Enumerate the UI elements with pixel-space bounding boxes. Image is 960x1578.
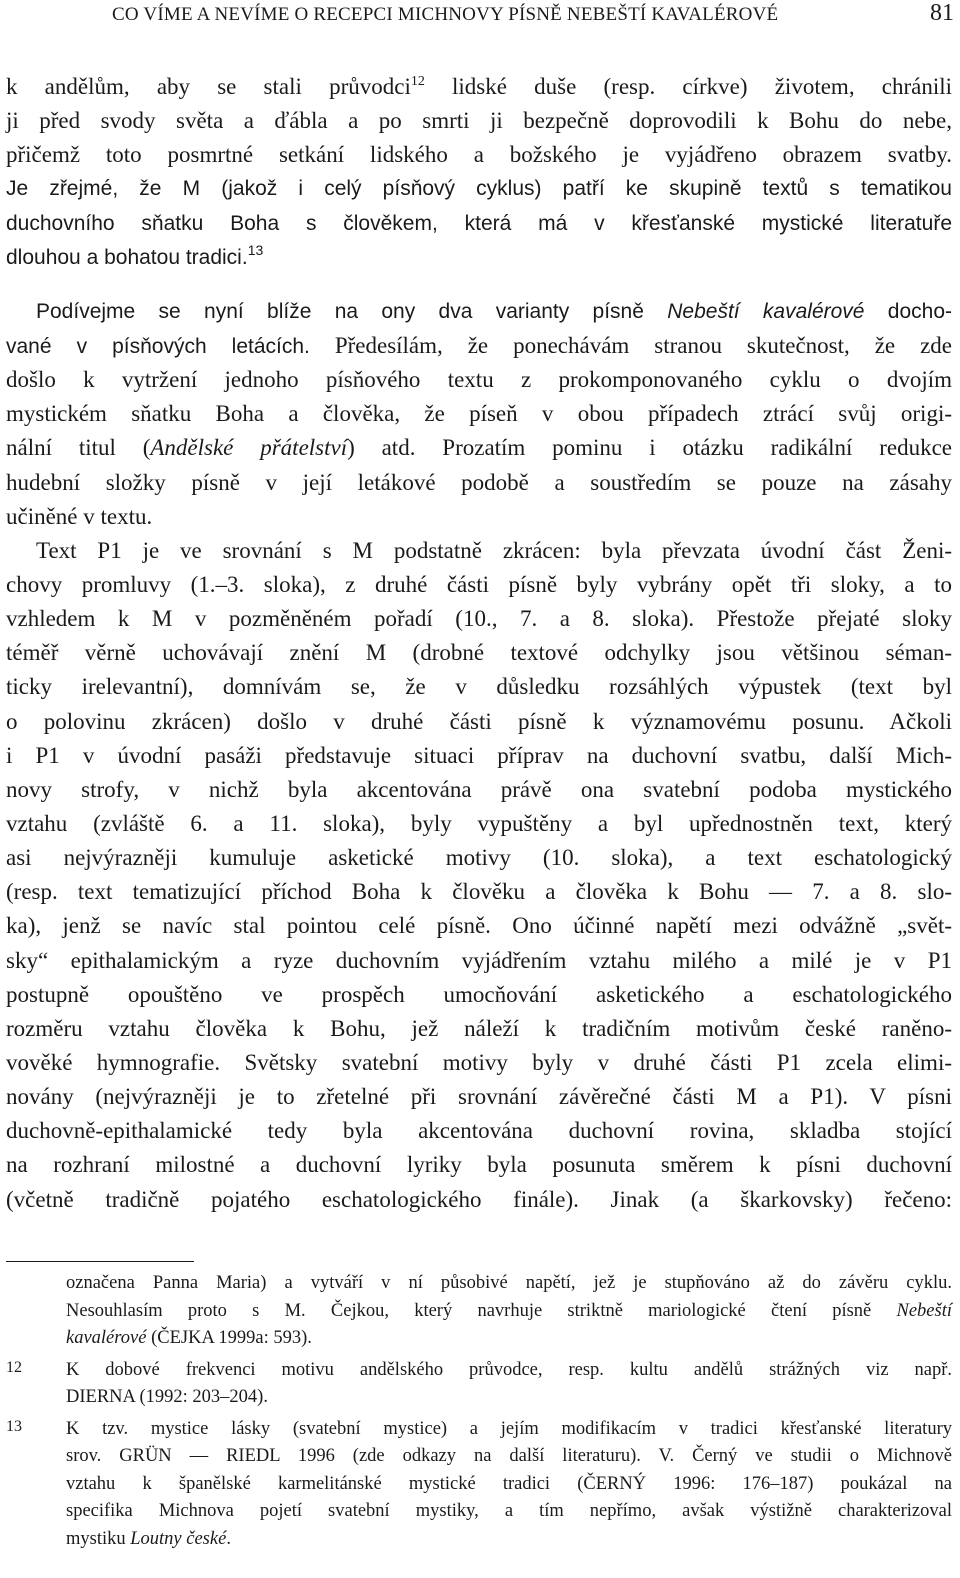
paragraph-2-line: hudební složky písně v její letákové podobě a soustředím se pouze na zásahy (6, 469, 952, 495)
paragraph-1-line: Je zřejmé, že M (jakož i celý písňový cyklus) patří ke skupině textů s tematikou (6, 177, 952, 201)
song-title: Nebeští kavalérové (667, 299, 865, 323)
paragraph-3-line: o polovinu zkrácen) došlo v druhé části písně k významovému posunu. Ačkoli (6, 708, 952, 734)
footnote-number: 13 (6, 1417, 22, 1435)
running-title: CO VÍME A NEVÍME O RECEPCI MICHNOVY PÍSNĚ NEBEŠTÍ KAVALÉROVÉ (112, 4, 779, 25)
paragraph-1-line: duchovního sňatku Boha s člověkem, která má v křesťanské mystické literatuře (6, 211, 952, 235)
paragraph-2-line: došlo k vytržení jednoho písňového textu z prokomponovaného cyklu o dvojím (6, 367, 952, 393)
paragraph-2-line: učiněné v textu. (6, 503, 153, 529)
paragraph-1-line: k andělům, aby se stali průvodci$^{12}$ lidské duše (resp. církve) životem, chránili (6, 74, 952, 99)
footnotes (6, 1270, 952, 1557)
paragraph-3-line: (resp. text tematizující příchod Boha k člověku a člověka k Bohu — 7. a 8. slo- (6, 879, 952, 905)
paragraph-3-line: vztahu (zvláště 6. a 11. sloka), byly vypuštěny a byl upřednostněn text, který (6, 810, 952, 836)
paragraph-3-line: na rozhraní milostné a duchovní lyriky byla posunuta směrem k písni duchovní (6, 1152, 952, 1178)
paragraph-1-line: dlouhou a bohatou tradici.$^{13}$ (6, 241, 264, 269)
paragraph-1-line: přičemž toto posmrtné setkání lidského a božského je vyjádřeno obrazem svatby. (6, 142, 952, 168)
footnote-separator (6, 1261, 194, 1262)
paragraph-3-line: vověké hymnografie. Světsky svatební motivy byly v druhé části P1 zcela elimi- (6, 1049, 952, 1075)
footnote-13: 13 K tzv. mystice lásky (svatební mystice) a jejím modifikacím v tradici křesťanské literatury srov. GRÜN — RIEDL 1996 (zde odkazy na další literaturu). V. Černý ve studii o Michnově vztahu k španělské karmelitánské mystické tradici (ČERNÝ 1996: 176–187) poukázal na specifika Michnova pojetí svatební mystiky, a tím nepřímo, avšak výstižně charakterizoval mystiku Loutny české. (6, 1417, 952, 1549)
paragraph-3-line: novy strofy, v nichž byla akcentována právě ona svatební podoba mystického (6, 776, 952, 802)
paragraph-3-line: vzhledem k M v pozměněném pořadí (10., 7. a 8. sloka). Přestože přejaté sloky (6, 606, 952, 632)
footnote-continued: označena Panna Maria) a vytváří v ní působivé napětí, jež je stupňováno až do závěru cyklu. Nesouhlasím proto s M. Čejkou, který navrhuje striktně mariologické čtení písně Nebeští kavalérové (ČEJKA 1999a: 593). (66, 1273, 952, 1348)
paragraph-3-line: rozměru vztahu člověka k Bohu, jež náleží k tradičním motivům české raněno- (6, 1015, 952, 1041)
running-head (0, 0, 960, 40)
paragraph-3-line: novány (nejvýrazněji je to zřetelné při srovnání závěrečné části M a P1). V písni (6, 1084, 952, 1110)
paragraph-3-line: ticky irelevantní), domnívám se, že v důsledku rozsáhlých výpustek (text byl (6, 674, 952, 700)
paragraph-3-line: (včetně tradičně pojatého eschatologického finále). Jinak (a škarkovsky) řečeno: (6, 1186, 952, 1212)
paragraph-3-line: Text P1 je ve srovnání s M podstatně zkrácen: byla převzata úvodní část Ženi- (36, 537, 952, 563)
footnote-number: 12 (6, 1358, 22, 1376)
footnote-ref-12[interactable]: 12 (410, 74, 425, 89)
footnote-12: 12 K dobové frekvenci motivu andělského průvodce, resp. kultu andělů strážných viz např. DIERNA (1992: 203–204). (6, 1358, 952, 1407)
paragraph-3-line: chovy promluvy (1.–3. sloka), z druhé části písně byly vybrány opět tři sloky, a to (6, 571, 952, 597)
paragraph-3-line: sky“ epithalamickým a ryze duchovním vyjádřením vztahu milého a milé je v P1 (6, 947, 952, 973)
paragraph-3-line: postupně opouštěno ve prospěch umocňování asketického a eschatologického (6, 981, 952, 1007)
paragraph-2-line: mystickém sňatku Boha a člověka, že píseň v obou případech ztrácí svůj origi- (6, 401, 952, 427)
paragraph-3-line: téměř věrně uchovávají znění M (drobné textové odchylky jsou většinou séman- (6, 640, 952, 666)
paragraph-3-line: duchovně-epithalamické tedy byla akcentována duchovní rovina, skladba stojící (6, 1118, 952, 1144)
paragraph-3-line: ka), jenž se navíc stal pointou celé písně. Ono účinné napětí mezi odvážně „svět- (6, 913, 952, 939)
footnote-ref-13[interactable]: 13 (247, 241, 264, 258)
paragraph-2-line: vané v písňových letácích. Předesílám, že ponechávám stranou skutečnost, že zde (6, 332, 952, 358)
body-text (6, 70, 952, 1217)
page-number: 81 (930, 0, 954, 26)
paragraph-3-line: i P1 v úvodní pasáži představuje situaci příprav na duchovní svatbu, další Mich- (6, 742, 952, 768)
paragraph-1-line: ji před svody světa a ďábla a po smrti ji bezpečně doprovodili k Bohu do nebe, (6, 108, 952, 134)
paragraph-2-line: nální titul (Andělské přátelství) atd. Prozatím pominu i otázku radikální redukce (6, 435, 952, 461)
paragraph-3-line: asi nejvýrazněji kumuluje asketické motivy (10. sloka), a text eschatologický (6, 845, 952, 871)
paragraph-2-line: Podívejme se nyní blíže na ony dva varianty písně Nebeští kavalérové docho- (36, 299, 953, 323)
song-title: Andělské přátelství (150, 435, 348, 461)
